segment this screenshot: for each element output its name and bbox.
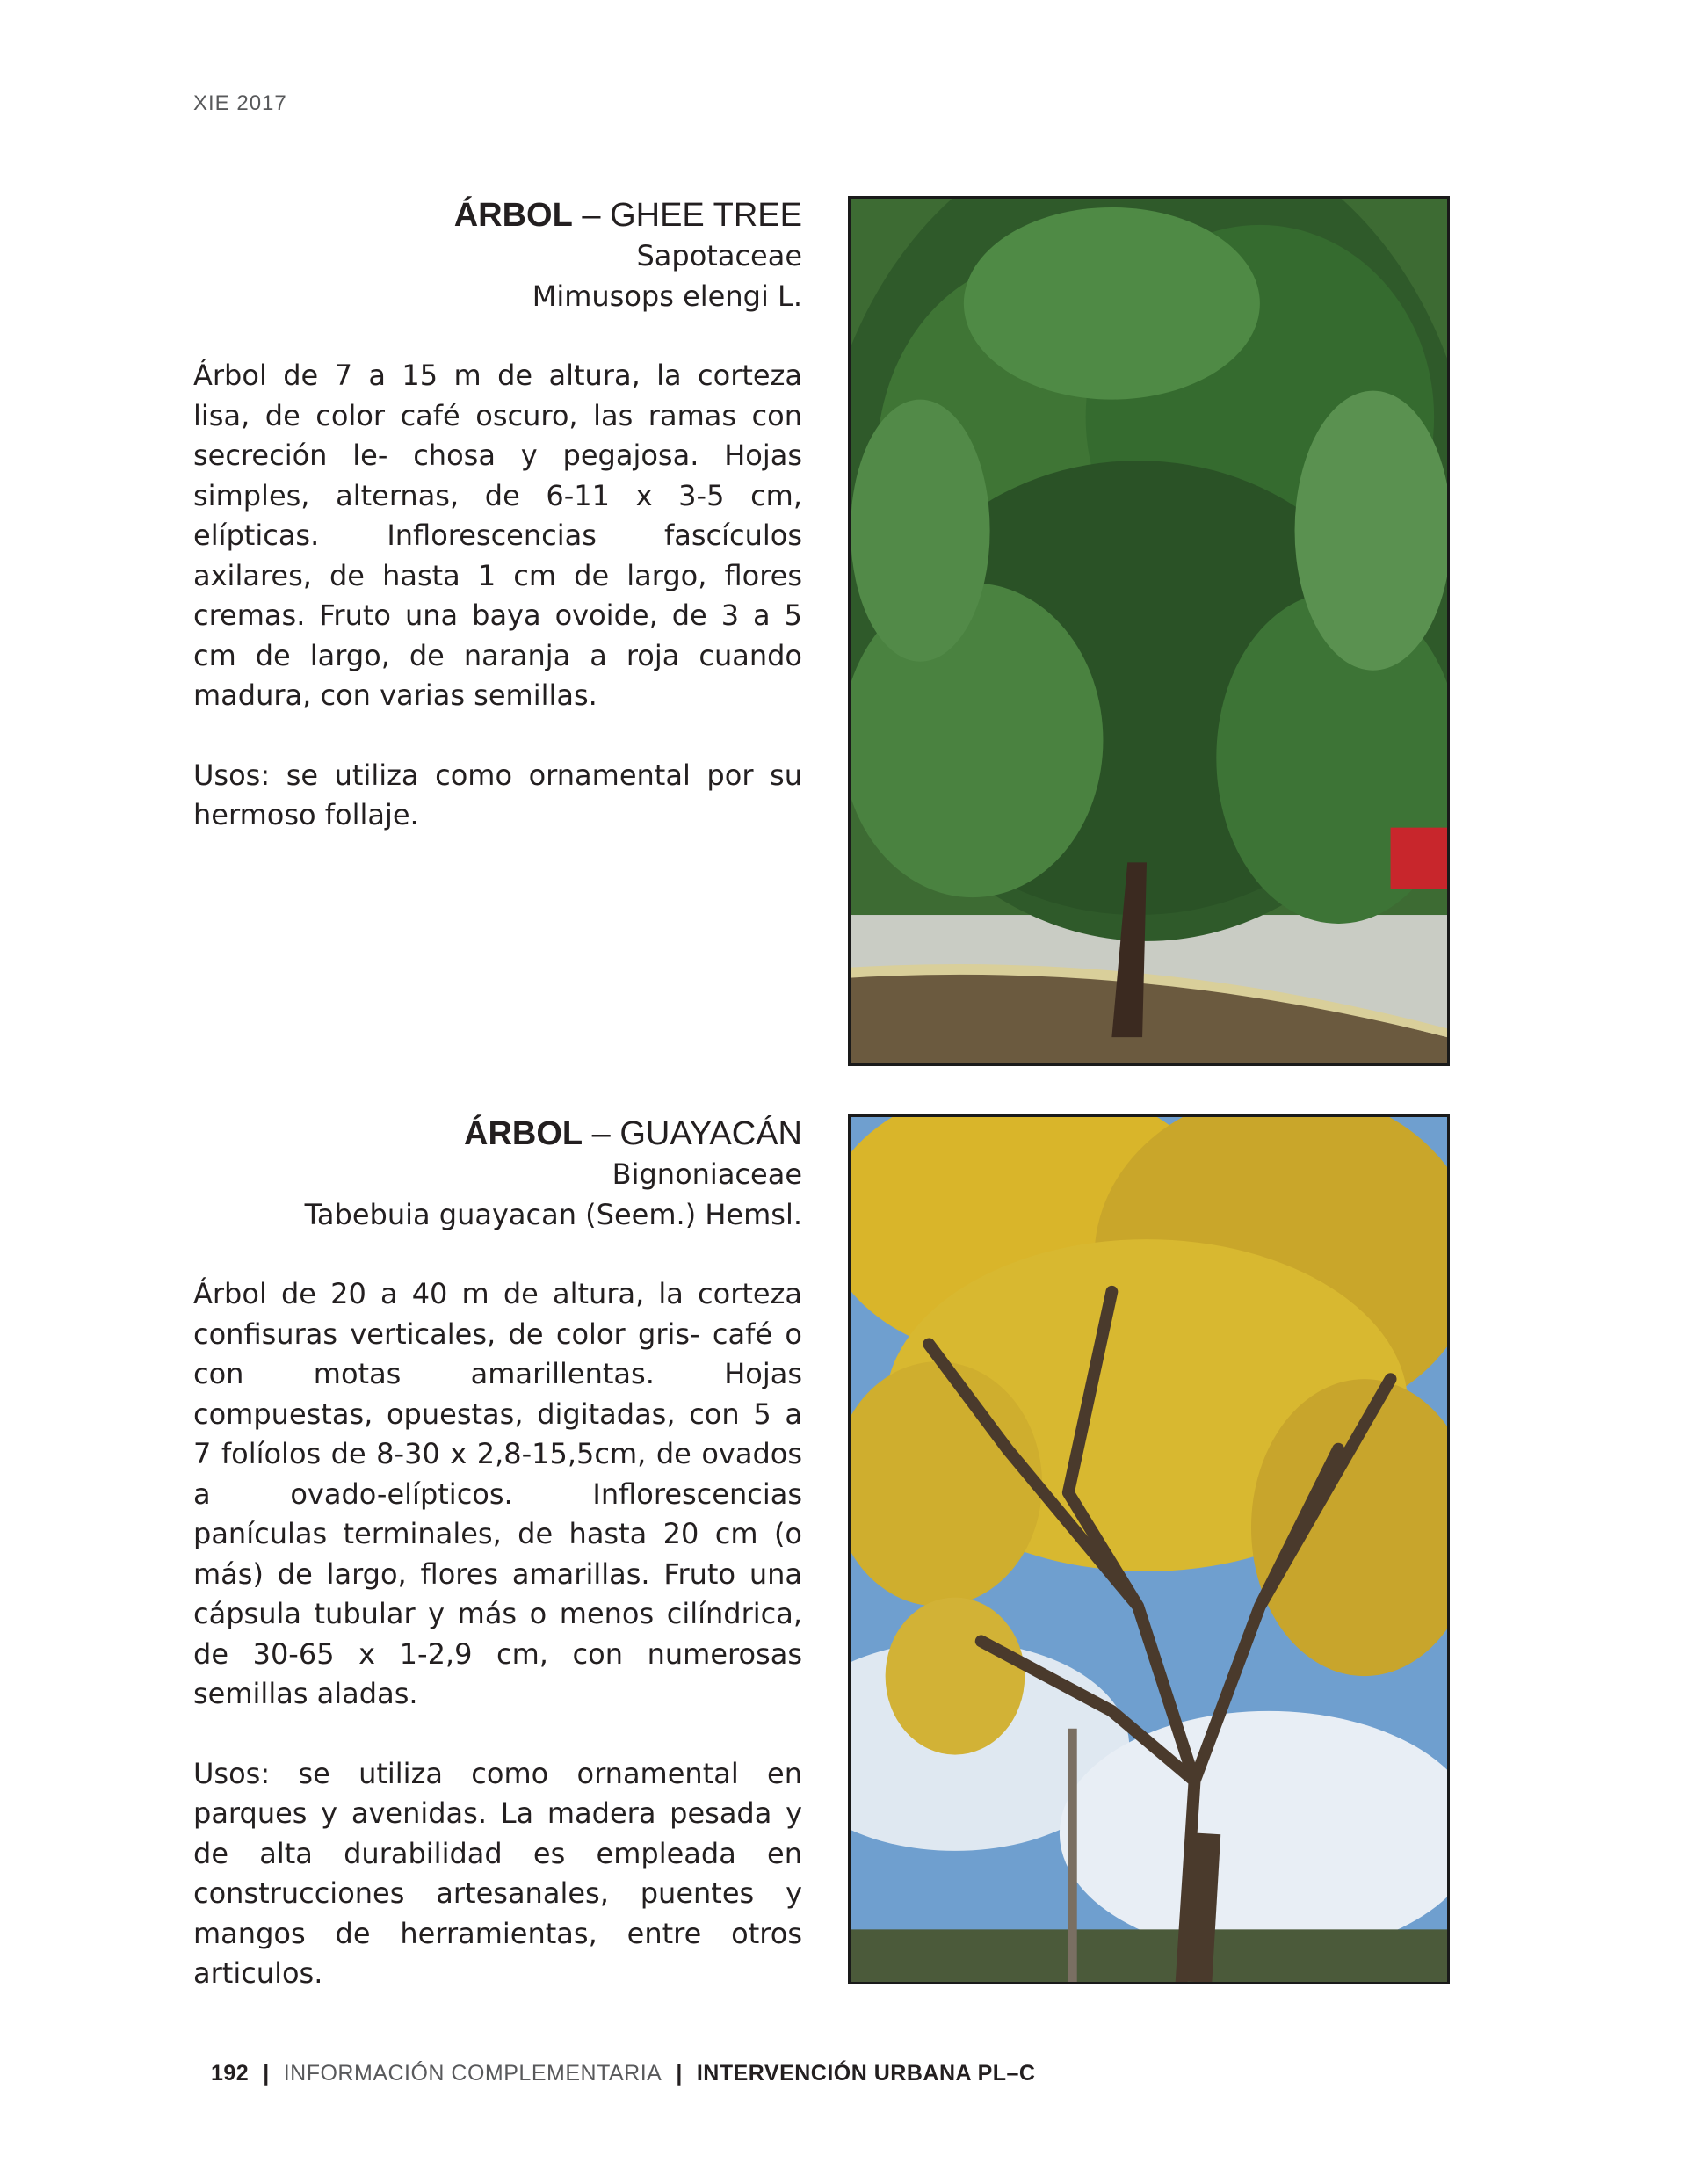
- entry-text: [193, 193, 802, 836]
- entry-title-name: – GHEE TREE: [572, 197, 802, 234]
- entry-species: Mimusops elengi L.: [532, 279, 802, 313]
- ghee-tree-photo: [848, 196, 1450, 1066]
- entry-title-label: ÁRBOL: [464, 1115, 583, 1152]
- entry-family: Sapotaceae: [636, 239, 802, 272]
- entry-title: [193, 195, 802, 236]
- guayacan-image: [851, 1117, 1447, 1982]
- entry-family: Bignoniaceae: [612, 1157, 802, 1191]
- footer-section: INFORMACIÓN COMPLEMENTARIA: [283, 2061, 662, 2086]
- entry-text: [193, 1112, 802, 1994]
- footer-project: INTERVENCIÓN URBANA PL–C: [696, 2061, 1036, 2086]
- footer-separator: |: [263, 2061, 270, 2086]
- entry-description: Árbol de 20 a 40 m de altura, la corteza confisuras verticales, de color gris- café o con motas amarillentas. Hojas compuestas, opuestas, digitadas, con 5 a 7 folíolos de 8-30 x 2,8-15,5cm, de ovados a ovado-elípticos. Inflorescencias panículas terminales, de hasta 20 cm (o más) de largo, flores amarillas. Fruto una cápsula tubular y más o menos cilíndrica, de 30-65 x 1-2,9 cm, con numerosas semillas aladas.: [193, 1277, 802, 1710]
- ghee-tree-image: [851, 199, 1447, 1063]
- entry-uses: Usos: se utiliza como ornamental por su hermoso follaje.: [193, 758, 802, 831]
- guayacan-photo: [848, 1114, 1450, 1984]
- page-number: 192: [211, 2061, 250, 2086]
- entry-title: [193, 1114, 802, 1154]
- page-footer: [211, 2061, 1036, 2086]
- entry-species: Tabebuia guayacan (Seem.) Hemsl.: [304, 1198, 802, 1231]
- entry-description: Árbol de 7 a 15 m de altura, la corteza lisa, de color café oscuro, las ramas con secreción le- chosa y pegajosa. Hojas simples, alternas, de 6-11 x 3-5 cm, elípticas. Inflorescencias fascículos axilares, de hasta 1 cm de largo, flores cremas. Fruto una baya ovoide, de 3 a 5 cm de largo, de naranja a roja cuando madura, con varias semillas.: [193, 359, 802, 712]
- entry-uses: Usos: se utiliza como ornamental en parques y avenidas. La madera pesada y de alta durabilidad es empleada en construcciones artesanales, puentes y mangos de herramientas, entre otros articulos.: [193, 1756, 802, 1990]
- footer-separator: |: [676, 2061, 683, 2086]
- entry-title-name: – GUAYACÁN: [583, 1115, 802, 1152]
- entry-title-label: ÁRBOL: [453, 197, 573, 234]
- running-head: XIE 2017: [193, 91, 287, 115]
